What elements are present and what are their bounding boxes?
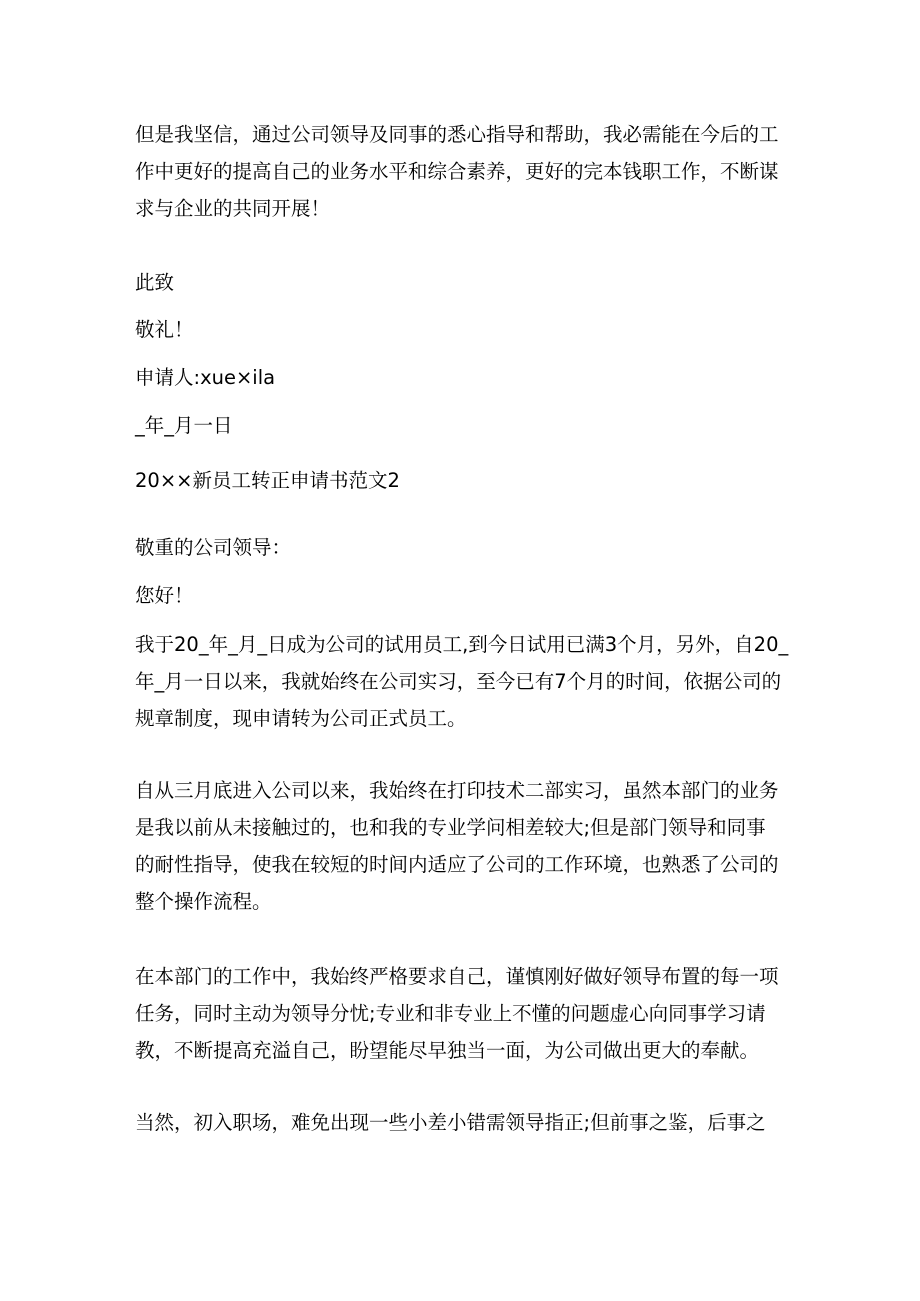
paragraph-1: 我于20_年_月_日成为公司的试用员工,到今日试用已满3个月，另外，自20_ 年_月一日以来，我就始终在公司实习，至今已有7个月的时间，依据公司的 规章制度，现申请转为公司正式员工。 bbox=[135, 633, 789, 730]
date-line: _年_月一日 bbox=[135, 414, 233, 437]
greeting-hello: 您好！ bbox=[135, 584, 194, 607]
applicant-line: 申请人:xue×ila bbox=[135, 366, 276, 389]
closing-paragraph: 但是我坚信，通过公司领导及同事的悉心指导和帮助，我必需能在今后的工 作中更好的提高自己的业务水平和综合素养，更好的完本钱职工作，不断谋 求与企业的共同开展！ bbox=[135, 123, 779, 220]
paragraph-2: 自从三月底进入公司以来，我始终在打印技术二部实习，虽然本部门的业务 是我以前从未接触过的，也和我的专业学问相差较大;但是部门领导和同事 的耐性指导，使我在较短的时间内适应了公司的工作环境，也熟悉了公司的 整个操作流程。 bbox=[135, 779, 779, 913]
greeting-recipient: 敬重的公司领导： bbox=[135, 536, 292, 559]
salutation-cizhi: 此致 bbox=[135, 271, 175, 294]
paragraph-4: 当然，初入职场，难免出现一些小差小错需领导指正;但前事之鉴，后事之 bbox=[135, 1111, 766, 1134]
section-title: 20××新员工转正申请书范文2 bbox=[135, 469, 400, 492]
paragraph-3: 在本部门的工作中，我始终严格要求自己，谨慎刚好做好领导布置的每一项 任务，同时主动为领导分忧;专业和非专业上不懂的问题虚心向同事学习请 教，不断提高充溢自己，盼望能尽早独当一面，为公司做出更大的奉献。 bbox=[135, 965, 779, 1062]
salutation-jingli: 敬礼！ bbox=[135, 318, 194, 341]
